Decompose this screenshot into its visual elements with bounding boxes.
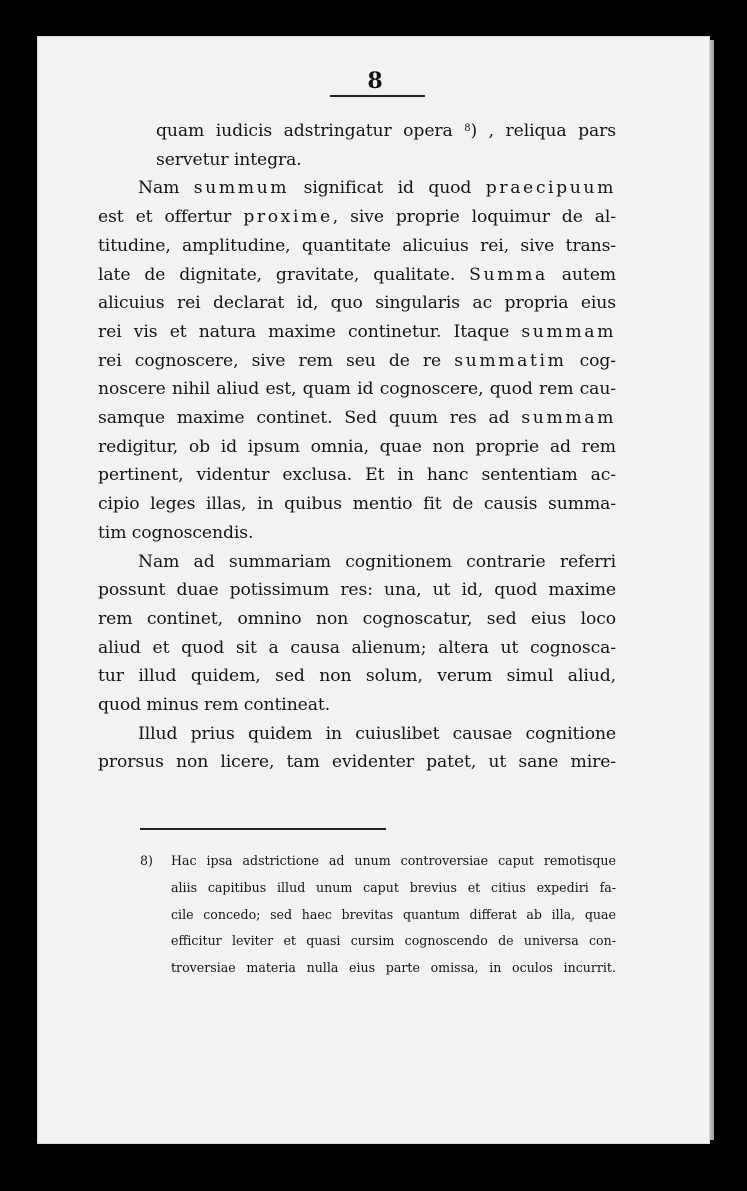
text-line: aliud et quod sit a causa alienum; altera ut cognosca-	[98, 637, 616, 658]
page-number: 8	[367, 68, 383, 94]
text-line: rei cognoscere, sive rem seu de re summatim cog-	[98, 350, 617, 371]
text-line: rei vis et natura maxime continetur. Itaque summam	[98, 321, 616, 342]
footnote-line: cile concedo; sed haec brevitas quantum differat ab illa, quae	[171, 906, 616, 922]
text-line: Nam ad summariam cognitionem contrarie referri	[138, 551, 616, 572]
text-line: noscere nihil aliud est, quam id cognoscere, quod rem cau-	[98, 379, 616, 400]
footnote-reference: 8	[464, 123, 471, 134]
text-line: quod minus rem contineat.	[98, 695, 331, 716]
footnote-marker: 8)	[140, 853, 153, 868]
text-line: Nam summum significat id quod praecipuum	[138, 178, 616, 199]
footnote-line: troversiae materia nulla eius parte omissa, in oculos incurrit.	[171, 960, 616, 976]
text-line: tim cognoscendis.	[98, 522, 254, 543]
text-line: possunt duae potissimum res: una, ut id, quod maxime	[98, 580, 616, 601]
text-line: samque maxime continet. Sed quum res ad summam	[98, 408, 616, 429]
text-line: quam iudicis adstringatur opera $^8$) , reliqua pars	[156, 121, 616, 141]
text-line: alicuius rei declarat id, quo singularis ac propria eius	[98, 293, 616, 314]
text-line: tur illud quidem, sed non solum, verum simul aliud,	[98, 666, 616, 687]
text-line: titudine, amplitudine, quantitate alicuius rei, sive trans-	[98, 235, 616, 256]
footnote-line: 8) Hac ipsa adstrictione ad unum controversiae caput remotisque	[140, 848, 616, 875]
text-line: est et offertur proxime, sive proprie loquimur de al-	[98, 207, 617, 228]
text-line: prorsus non licere, tam evidenter patet, ut sane mire-	[98, 752, 616, 773]
text-line: late de dignitate, gravitate, qualitate. Summa autem	[98, 264, 616, 285]
footnote-line: aliis capitibus illud unum caput brevius et citius expediri fa-	[171, 879, 616, 895]
footnote	[140, 848, 616, 982]
text-line: pertinent, videntur exclusa. Et in hanc sententiam ac-	[98, 465, 616, 486]
footnote-rule	[140, 828, 386, 830]
body-text	[98, 117, 616, 777]
text-line: Illud prius quidem in cuiuslibet causae cognitione	[138, 723, 616, 744]
text-line: servetur integra.	[156, 149, 302, 170]
text-line: redigitur, ob id ipsum omnia, quae non proprie ad rem	[98, 436, 616, 457]
footnote-line: efficitur leviter et quasi cursim cognoscendo de universa con-	[171, 933, 616, 949]
text-line: cipio leges illas, in quibus mentio fit de causis summa-	[98, 494, 616, 515]
page-number-rule	[330, 95, 425, 97]
text-line: rem continet, omnino non cognoscatur, sed eius loco	[98, 608, 616, 629]
